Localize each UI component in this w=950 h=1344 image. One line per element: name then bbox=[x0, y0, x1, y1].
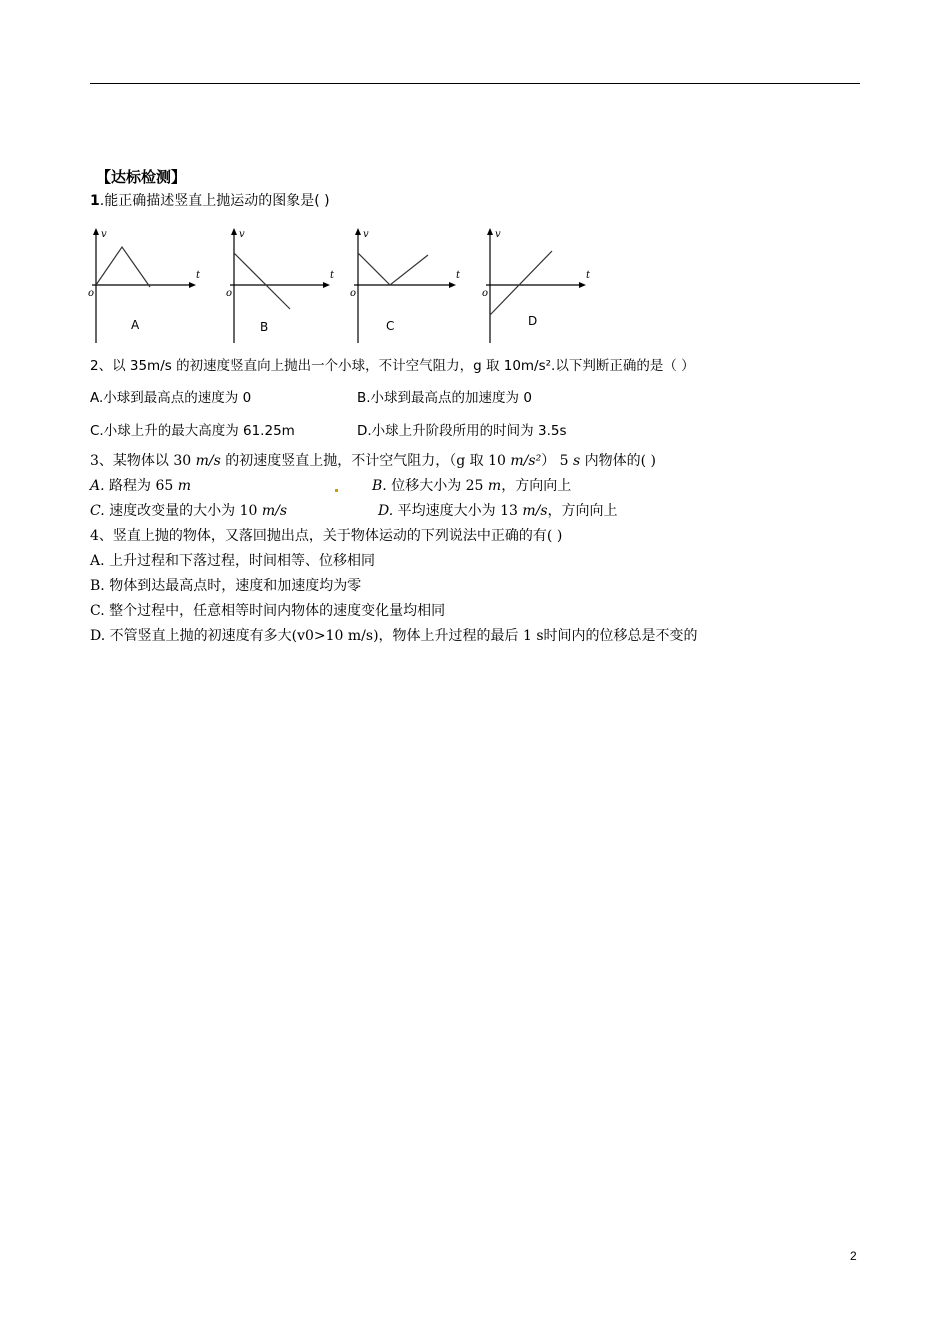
q3-option-letter: D. bbox=[378, 503, 394, 519]
q3-option-text: ，方向向上 bbox=[501, 478, 572, 494]
q2-option-a: A.小球到最高点的速度为 0 bbox=[90, 390, 252, 406]
q3-unit: m/s bbox=[522, 503, 548, 519]
q2-option-d: D.小球上升阶段所用的时间为 3.5s bbox=[357, 423, 567, 439]
graph-a bbox=[84, 225, 209, 347]
graph-b-v-label: v bbox=[239, 229, 245, 240]
q3-unit: m bbox=[177, 478, 192, 494]
q3-unit: s bbox=[573, 453, 581, 469]
graph-a-label: A bbox=[131, 318, 140, 332]
q3-stem-part: 3、某物体以 30 bbox=[90, 453, 196, 469]
q3-unit: m/s² bbox=[510, 453, 542, 469]
q3-unit: m bbox=[487, 478, 502, 494]
graph-c-label: C bbox=[386, 319, 395, 333]
q3-stem-part: 内物体的( ) bbox=[580, 453, 657, 469]
graph-b-label: B bbox=[260, 320, 269, 334]
graph-a-origin: o bbox=[88, 288, 95, 299]
q3-option-c bbox=[90, 502, 287, 520]
q1-stem bbox=[90, 192, 330, 210]
section-title: 【达标检测】 bbox=[96, 168, 187, 186]
q2-stem: 2、以 35m/s 的初速度竖直向上抛出一个小球，不计空气阻力，g 取 10m/s².以下判断正确的是（ ） bbox=[90, 358, 695, 374]
q3-option-text: 平均速度大小为 13 bbox=[397, 503, 523, 519]
q1-number: 1 bbox=[90, 193, 100, 209]
graph-d-label: D bbox=[528, 314, 538, 328]
graph-d-v-label: v bbox=[495, 229, 501, 240]
q3-option-text: ，方向向上 bbox=[547, 503, 618, 519]
q3-option-d bbox=[378, 502, 618, 520]
graph-b-t-label: t bbox=[330, 270, 335, 281]
q4-stem: 4、竖直上抛的物体，又落回抛出点，关于物体运动的下列说法中正确的有( ) bbox=[90, 528, 563, 544]
graph-b bbox=[222, 225, 347, 347]
graph-c bbox=[346, 225, 471, 347]
q4-option-c: C. 整个过程中，任意相等时间内物体的速度变化量均相同 bbox=[90, 603, 446, 619]
q3-option-b bbox=[372, 477, 571, 495]
q3-stem-part: 的初速度竖直上抛，不计空气阻力，（g 取 10 bbox=[220, 453, 511, 469]
stray-dot bbox=[335, 489, 338, 492]
graph-d-origin: o bbox=[482, 288, 489, 299]
header-rule bbox=[90, 83, 860, 84]
graph-a-v-label: v bbox=[101, 229, 107, 240]
graph-c-origin: o bbox=[350, 288, 357, 299]
q4-option-b: B. 物体到达最高点时，速度和加速度均为零 bbox=[90, 578, 362, 594]
q3-unit: m/s bbox=[195, 453, 221, 469]
q2-option-b: B.小球到最高点的加速度为 0 bbox=[357, 390, 532, 406]
q3-stem-part: ） 5 bbox=[541, 453, 573, 469]
graph-d bbox=[478, 225, 603, 347]
q2-option-c: C.小球上升的最大高度为 61.25m bbox=[90, 423, 295, 439]
q3-option-letter: B. bbox=[372, 478, 387, 494]
q3-option-a bbox=[90, 477, 191, 495]
q4-option-d: D. 不管竖直上抛的初速度有多大(v0>10 m/s)，物体上升过程的最后 1 s时间内的位移总是不变的 bbox=[90, 628, 698, 644]
q3-option-text: 路程为 65 bbox=[109, 478, 178, 494]
page-number: 2 bbox=[850, 1249, 857, 1263]
graph-b-origin: o bbox=[226, 288, 233, 299]
q3-option-text: 速度改变量的大小为 10 bbox=[109, 503, 262, 519]
q3-option-text: 位移大小为 25 bbox=[391, 478, 488, 494]
graph-a-t-label: t bbox=[196, 270, 201, 281]
q3-option-letter: A. bbox=[90, 478, 105, 494]
q3-option-letter: C. bbox=[90, 503, 105, 519]
q3-stem bbox=[90, 452, 656, 470]
q4-option-a: A. 上升过程和下落过程，时间相等、位移相同 bbox=[90, 553, 376, 569]
graph-d-t-label: t bbox=[586, 270, 591, 281]
graph-c-v-label: v bbox=[363, 229, 369, 240]
q3-unit: m/s bbox=[261, 503, 288, 519]
graph-c-t-label: t bbox=[456, 270, 461, 281]
q1-text: .能正确描述竖直上抛运动的图象是( ) bbox=[99, 193, 330, 209]
